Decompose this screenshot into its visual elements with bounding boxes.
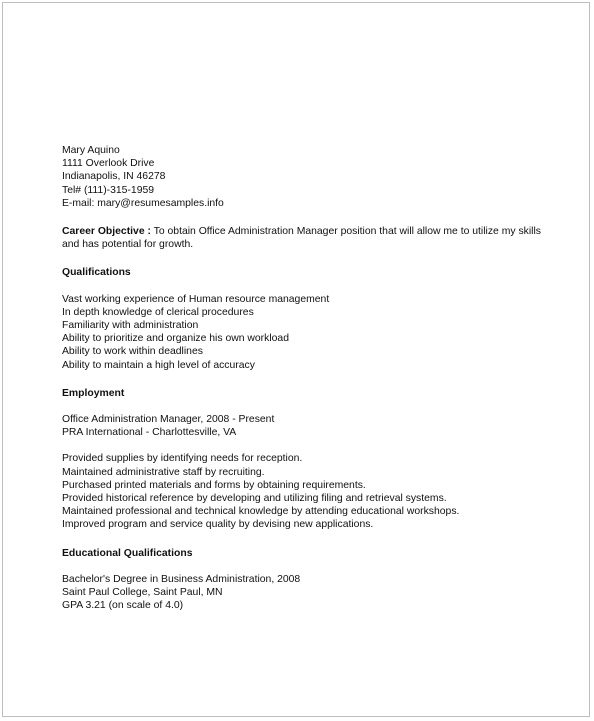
spacer: [62, 439, 542, 452]
qualifications-heading: Qualifications: [62, 267, 131, 279]
contact-email: E-mail: mary@resumesamples.info: [62, 197, 224, 209]
duty-item: Maintained administrative staff by recruiting.: [62, 466, 265, 478]
employment-block: [62, 413, 542, 532]
duty-item: Improved program and service quality by devising new applications.: [62, 519, 374, 531]
education-gpa: GPA 3.21 (on scale of 4.0): [62, 600, 184, 612]
qualification-item: Ability to prioritize and organize his own workload: [62, 333, 289, 345]
employment-heading: Employment: [62, 387, 125, 399]
career-objective-label: Career Objective :: [62, 226, 151, 238]
qualification-item: Ability to maintain a high level of accuracy: [62, 359, 255, 371]
duty-item: Provided supplies by identifying needs for reception.: [62, 453, 303, 465]
resume-page: [2, 2, 590, 717]
qualification-item: Familiarity with administration: [62, 320, 199, 332]
career-objective: [62, 225, 542, 251]
job-title: Office Administration Manager, 2008 - Present: [62, 414, 275, 426]
education-degree: Bachelor's Degree in Business Administration, 2008: [62, 573, 301, 585]
career-objective-text: To obtain Office Administration Manager position that will allow me to utilize my skills and has potential for growth.: [62, 226, 541, 251]
education-block: [62, 573, 542, 613]
job-company: PRA International - Charlottesville, VA: [62, 427, 237, 439]
contact-name: Mary Aquino: [62, 145, 120, 156]
contact-phone: Tel# (111)-315-1959: [62, 184, 155, 196]
qualification-item: Vast working experience of Human resource management: [62, 293, 330, 305]
duty-item: Purchased printed materials and forms by obtaining requirements.: [62, 479, 366, 491]
education-school: Saint Paul College, Saint Paul, MN: [62, 587, 223, 599]
qualification-item: In depth knowledge of clerical procedures: [62, 306, 254, 318]
contact-block: [62, 144, 542, 210]
qualifications-list: [62, 293, 542, 372]
duty-item: Provided historical reference by developing and utilizing filing and retrieval systems.: [62, 493, 447, 505]
resume-content: [62, 144, 542, 612]
contact-address-line1: 1111 Overlook Drive: [62, 158, 155, 170]
education-heading: Educational Qualifications: [62, 547, 193, 559]
duty-item: Maintained professional and technical knowledge by attending educational workshops.: [62, 506, 460, 518]
contact-address-line2: Indianapolis, IN 46278: [62, 171, 166, 183]
qualification-item: Ability to work within deadlines: [62, 346, 203, 358]
